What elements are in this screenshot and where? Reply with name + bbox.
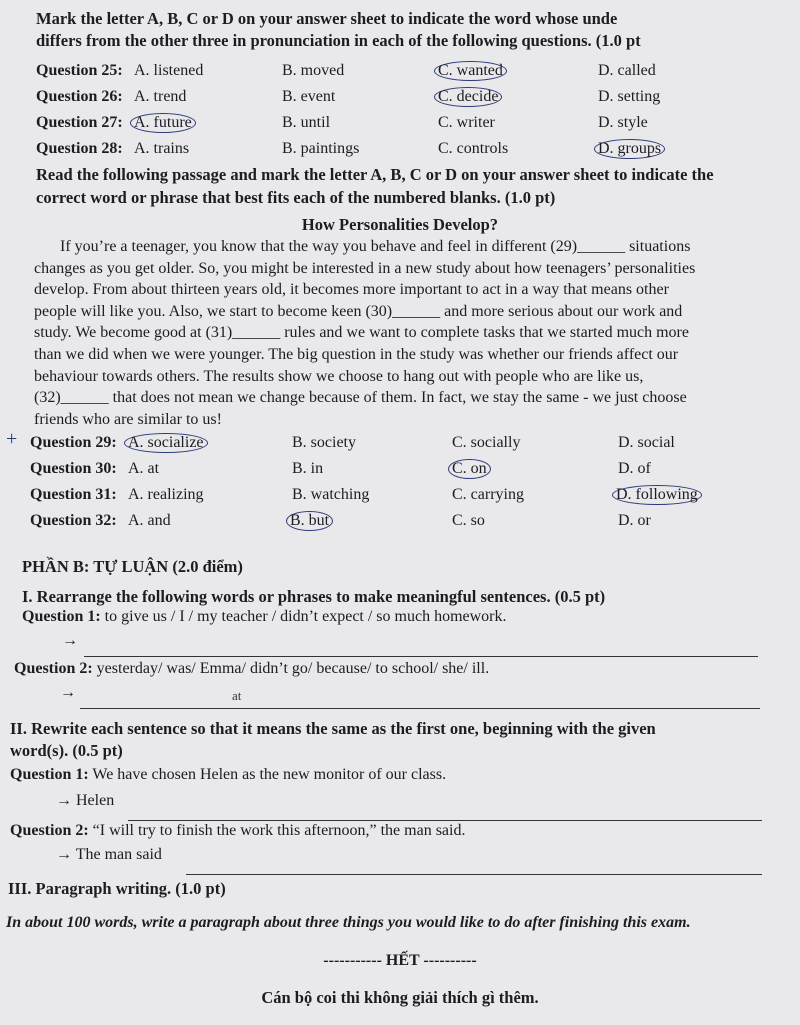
question-29-row xyxy=(0,430,800,456)
option-b[interactable] xyxy=(286,508,333,534)
rewrite-heading-line-2: word(s). (0.5 pt) xyxy=(10,741,123,760)
option-b[interactable]: B. in xyxy=(292,460,324,477)
answer-circle: B. but xyxy=(286,511,333,531)
answer-circle: A. future xyxy=(130,113,196,133)
option-a[interactable]: A. and xyxy=(128,512,171,529)
option-a[interactable]: A. realizing xyxy=(128,486,204,503)
passage-line: If you’re a teenager, you know that the way you behave and feel in different (29)______ situations xyxy=(60,238,691,255)
question-32-row xyxy=(0,508,800,534)
rewrite-heading-line-1: II. Rewrite each sentence so that it means the same as the first one, beginning with the given xyxy=(10,719,656,738)
question-label: Question 31: xyxy=(30,486,117,503)
question-label: Question 1: xyxy=(10,766,89,783)
answer-circle: C. decide xyxy=(434,87,502,107)
option-b[interactable]: B. event xyxy=(282,88,336,105)
question-text: “I will try to finish the work this afternoon,” the man said. xyxy=(88,822,466,839)
option-d[interactable]: D. setting xyxy=(598,88,661,105)
question-text: to give us / I / my teacher / didn’t expect / so much homework. xyxy=(100,608,507,625)
option-b[interactable]: B. watching xyxy=(292,486,370,503)
rearrange-question-1 xyxy=(22,608,507,626)
passage-line: changes as you get older. So, you might be interested in a new study about how teenagers’ personalities xyxy=(34,259,696,277)
option-c[interactable]: C. writer xyxy=(438,114,495,131)
question-label: Question 2: xyxy=(10,822,89,839)
option-d[interactable]: D. social xyxy=(618,434,675,451)
paragraph-prompt: In about 100 words, write a paragraph about three things you would like to do after finishing this exam. xyxy=(6,914,691,931)
pen-mark-icon: + xyxy=(6,428,18,450)
answer-circle: C. on xyxy=(448,459,491,479)
rewrite-question-1 xyxy=(10,766,446,784)
pron-instruction-line-1: Mark the letter A, B, C or D on your answer sheet to indicate the word whose unde xyxy=(36,9,618,28)
question-30-row xyxy=(0,456,800,482)
question-28-row xyxy=(0,136,800,162)
rewrite-start-2: → The man said xyxy=(56,846,162,863)
answer-line-1[interactable] xyxy=(84,656,758,657)
question-label: Question 28: xyxy=(36,140,123,157)
passage-line: friends who are similar to us! xyxy=(34,410,222,428)
passage-line: study. We become good at (31)______ rules and we want to complete tasks that we started much more xyxy=(34,324,689,342)
part-b-title: PHẦN B: TỰ LUẬN (2.0 điểm) xyxy=(22,557,243,576)
rewrite-start-1: → Helen xyxy=(56,792,115,809)
question-31-row xyxy=(0,482,800,508)
answer-line-3[interactable] xyxy=(128,820,762,821)
option-c[interactable]: C. carrying xyxy=(452,486,524,503)
passage-line: than we did when we were younger. The big question in the study was whether our friends affect our xyxy=(34,345,679,363)
rearrange-heading: I. Rearrange the following words or phrases to make meaningful sentences. (0.5 pt) xyxy=(22,587,606,606)
answer-circle: C. wanted xyxy=(434,61,507,81)
option-c[interactable]: C. socially xyxy=(452,434,521,451)
handwritten-note: at xyxy=(232,688,242,703)
answer-line-2[interactable] xyxy=(80,708,760,709)
answer-circle: A. socialize xyxy=(124,433,208,453)
option-a[interactable] xyxy=(130,110,196,136)
option-a[interactable]: A. trend xyxy=(134,88,187,105)
reading-instruction-line-1: Read the following passage and mark the letter A, B, C or D on your answer sheet to indicate the xyxy=(36,165,714,184)
question-26-row xyxy=(0,84,800,110)
option-d[interactable]: D. of xyxy=(618,460,651,477)
reading-instruction-line-2: correct word or phrase that best fits each of the numbered blanks. (1.0 pt) xyxy=(36,188,556,207)
rewrite-question-2 xyxy=(10,822,465,840)
question-label: Question 29: xyxy=(30,434,117,451)
question-25-row xyxy=(0,58,800,84)
option-a[interactable]: A. at xyxy=(128,460,160,477)
question-27-row xyxy=(0,110,800,136)
option-d[interactable]: D. or xyxy=(618,512,651,529)
question-label: Question 32: xyxy=(30,512,117,529)
passage-line: (32)______ that does not mean we change because of them. In fact, we stay the same - we just choose xyxy=(34,389,687,407)
answer-line-4[interactable] xyxy=(186,874,762,875)
option-d[interactable]: D. style xyxy=(598,114,648,131)
option-a[interactable]: A. listened xyxy=(134,62,204,79)
option-d[interactable]: D. called xyxy=(598,62,656,79)
option-b[interactable]: B. until xyxy=(282,114,331,131)
passage-line: behaviour towards others. The results show we choose to hang out with people who are like us, xyxy=(34,367,644,385)
passage-title: How Personalities Develop? xyxy=(301,215,499,234)
option-c[interactable]: C. so xyxy=(452,512,485,529)
arrow-icon: → xyxy=(62,632,78,649)
option-d[interactable] xyxy=(612,482,702,508)
question-label: Question 25: xyxy=(36,62,123,79)
passage-line: develop. From about thirteen years old, it becomes more important to act in a way that means other xyxy=(34,281,669,299)
question-label: Question 30: xyxy=(30,460,117,477)
option-c[interactable] xyxy=(434,58,507,84)
question-label: Question 1: xyxy=(22,608,101,625)
option-c[interactable] xyxy=(448,456,491,482)
arrow-icon: → xyxy=(60,684,76,701)
option-c[interactable]: C. controls xyxy=(438,140,509,157)
question-label: Question 2: xyxy=(14,660,93,677)
footer-note: Cán bộ coi thi không giải thích gì thêm. xyxy=(261,988,539,1007)
option-b[interactable]: B. paintings xyxy=(282,140,360,157)
question-label: Question 26: xyxy=(36,88,123,105)
answer-circle: D. following xyxy=(612,485,702,505)
question-text: yesterday/ was/ Emma/ didn’t go/ because/ to school/ she/ ill. xyxy=(92,660,490,677)
answer-circle: D. groups xyxy=(594,139,665,159)
option-d[interactable] xyxy=(594,136,665,162)
option-a[interactable] xyxy=(124,430,208,456)
question-text: We have chosen Helen as the new monitor of our class. xyxy=(88,766,447,783)
option-c[interactable] xyxy=(434,84,502,110)
passage xyxy=(34,236,770,430)
question-label: Question 27: xyxy=(36,114,123,131)
option-b[interactable]: B. moved xyxy=(282,62,345,79)
passage-line: people will like you. Also, we start to become keen (30)______ and more serious about our work and xyxy=(34,302,683,320)
option-a[interactable]: A. trains xyxy=(134,140,190,157)
paragraph-heading: III. Paragraph writing. (1.0 pt) xyxy=(8,879,226,898)
rearrange-question-2 xyxy=(14,660,489,678)
pron-instruction-line-2: differs from the other three in pronunciation in each of the following questions. (1.0 pt xyxy=(36,31,641,50)
option-b[interactable]: B. society xyxy=(292,434,356,451)
end-marker: ----------- HẾT ---------- xyxy=(323,952,477,969)
